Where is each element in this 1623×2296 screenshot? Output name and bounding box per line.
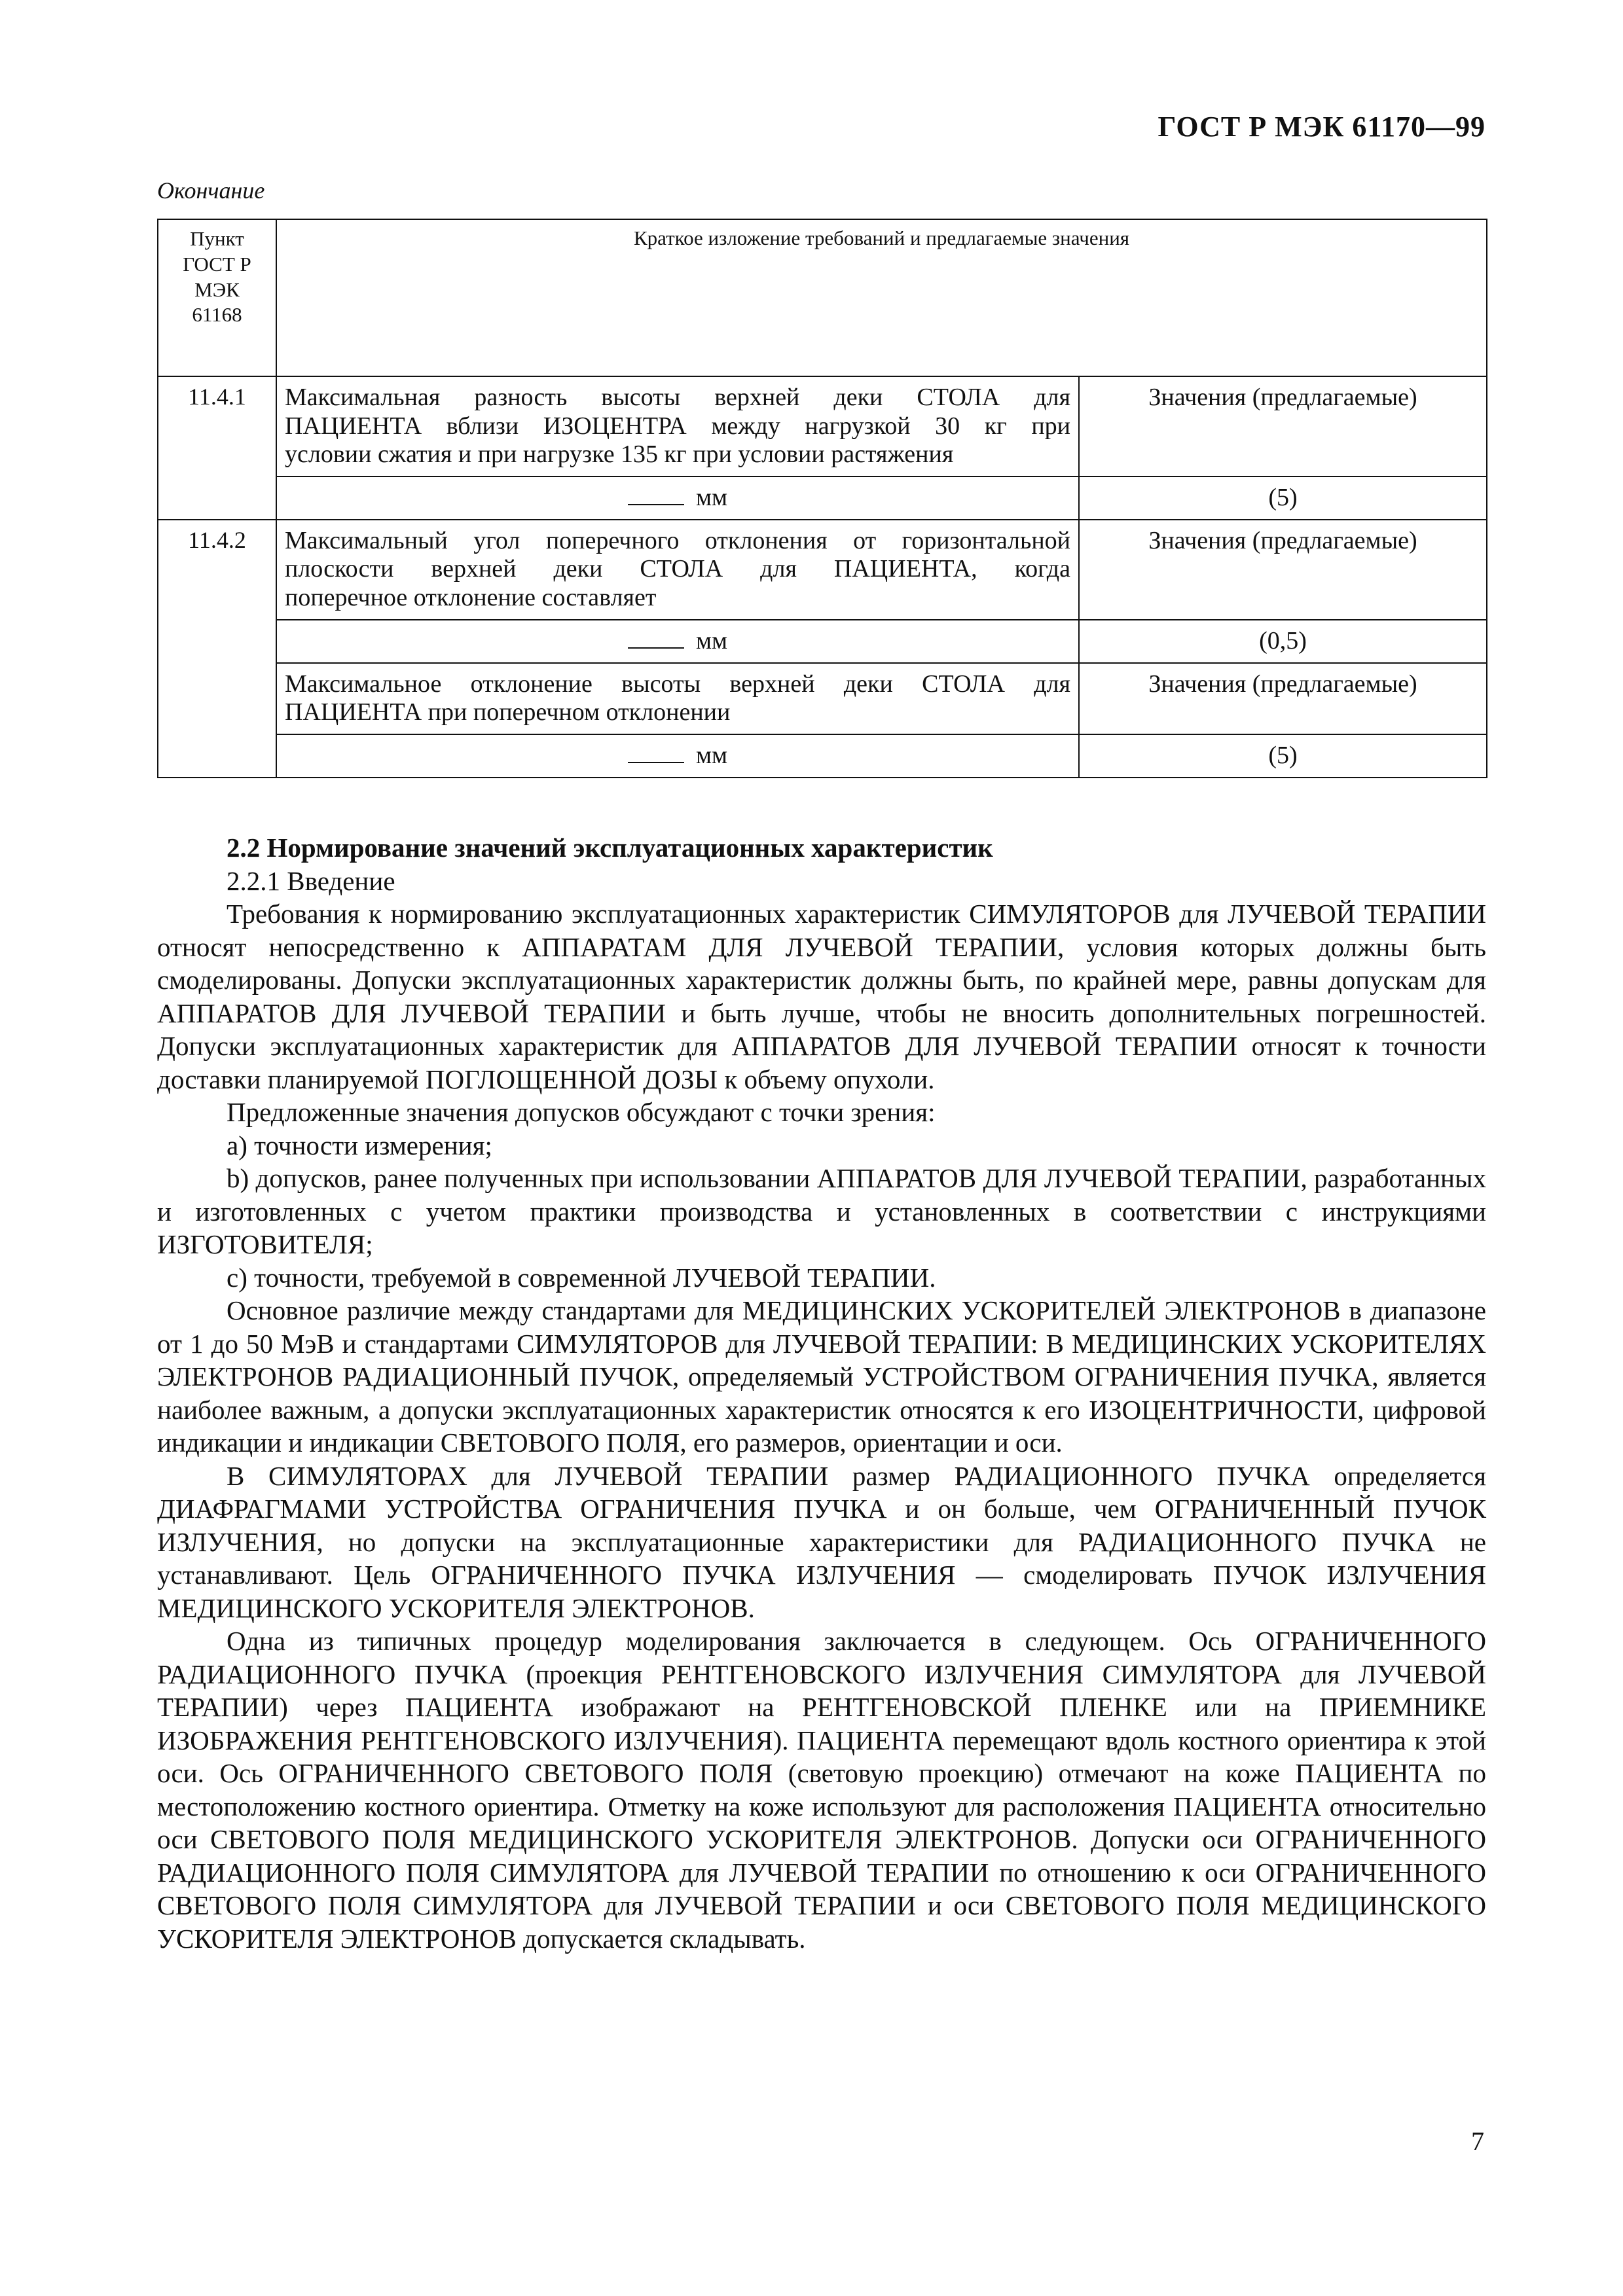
- table-row: [158, 476, 1487, 520]
- requirements-table: [157, 219, 1487, 778]
- row-point: 11.4.1: [158, 376, 276, 520]
- blank-field: [628, 628, 684, 649]
- row-unit: [276, 734, 1079, 778]
- row-unit: [276, 476, 1079, 520]
- description-line: условии сжатия и при нагрузке 135 кг при условии растяжения: [285, 440, 954, 469]
- description-line: ПАЦИЕНТА вблизи ИЗОЦЕНТРА между нагрузкой 30 кг при: [285, 412, 1070, 440]
- row-value-label: Значения (предлагаемые): [1079, 520, 1487, 620]
- page-number: 7: [1471, 2126, 1484, 2156]
- paragraph: Одна из типичных процедур моделирования заключается в следующем. Ось ОГРАНИЧЕННОГО РАДИАЦИОННОГО ПУЧКА (проекция РЕНТГЕНОВСКОГО ИЗЛУЧЕНИЯ СИМУЛЯТОРА для ЛУЧЕВОЙ ТЕРАПИИ) через ПАЦИЕНТА изображают на РЕНТГЕНОВСКОЙ ПЛЕНКЕ или на ПРИЕМНИКЕ ИЗОБРАЖЕНИЯ РЕНТГЕНОВСКОГО ИЗЛУЧЕНИЯ). ПАЦИЕНТА перемещают вдоль костного ориентира к этой оси. Ось ОГРАНИЧЕННОГО СВЕТОВОГО ПОЛЯ (световую проекцию) отмечают на коже ПАЦИЕНТА по местоположению костного ориентира. Отметку на коже используют для расположения ПАЦИЕНТА относительно оси СВЕТОВОГО ПОЛЯ МЕДИЦИНСКОГО УСКОРИТЕЛЯ ЭЛЕКТРОНОВ. Допуски оси ОГРАНИЧЕННОГО РАДИАЦИОННОГО ПОЛЯ СИМУЛЯТОРА для ЛУЧЕВОЙ ТЕРАПИИ по отношению к оси ОГРАНИЧЕННОГО СВЕТОВОГО ПОЛЯ СИМУЛЯТОРА для ЛУЧЕВОЙ ТЕРАПИИ и оси СВЕТОВОГО ПОЛЯ МЕДИЦИНСКОГО УСКОРИТЕЛЯ ЭЛЕКТРОНОВ допускается складывать.: [157, 1626, 1486, 1954]
- table-row: [158, 734, 1487, 778]
- table-row: [158, 663, 1487, 734]
- list-item: b) допусков, ранее полученных при использовании АППАРАТОВ ДЛЯ ЛУЧЕВОЙ ТЕРАПИИ, разработанных и изготовленных с учетом практики производства и установленных в соответствии с инструкциями ИЗГОТОВИТЕЛЯ;: [157, 1163, 1486, 1259]
- row-description: [276, 663, 1079, 734]
- document-code: ГОСТ Р МЭК 61170—99: [1158, 111, 1486, 143]
- description-line: Максимальная разность высоты верхней деки СТОЛА для: [285, 384, 1070, 411]
- section-body: [157, 831, 1486, 1955]
- table-row: [158, 520, 1487, 620]
- blank-field: [628, 742, 684, 763]
- paragraph: В СИМУЛЯТОРАХ для ЛУЧЕВОЙ ТЕРАПИИ размер РАДИАЦИОННОГО ПУЧКА определяется ДИАФРАГМАМИ УСТРОЙСТВА ОГРАНИЧЕНИЯ ПУЧКА и он больше, чем ОГРАНИЧЕННЫЙ ПУЧОК ИЗЛУЧЕНИЯ, но допуски на эксплуатационные характеристики для РАДИАЦИОННОГО ПУЧКА не устанавливают. Цель ОГРАНИЧЕННОГО ПУЧКА ИЗЛУЧЕНИЯ — смоделировать ПУЧОК ИЗЛУЧЕНИЯ МЕДИЦИНСКОГО УСКОРИТЕЛЯ ЭЛЕКТРОНОВ.: [157, 1460, 1486, 1623]
- list-item: c) точности, требуемой в современной ЛУЧЕВОЙ ТЕРАПИИ.: [227, 1262, 936, 1293]
- description-line: Максимальный угол поперечного отклонения от горизонтальной: [285, 526, 1070, 554]
- row-description: [276, 376, 1079, 476]
- table-row: [158, 376, 1487, 476]
- table-header-row: [158, 219, 1487, 376]
- unit-label: мм: [695, 626, 728, 655]
- blank-field: [628, 484, 684, 505]
- description-line: плоскости верхней деки СТОЛА для ПАЦИЕНТА, когда: [285, 555, 1070, 583]
- description-line: поперечное отклонение составляет: [285, 584, 657, 612]
- section-title: 2.2 Нормирование значений эксплуатационных характеристик: [227, 833, 993, 863]
- header-summary-column: Краткое изложение требований и предлагаемые значения: [276, 219, 1487, 376]
- row-point: 11.4.2: [158, 520, 276, 778]
- unit-label: мм: [695, 741, 728, 769]
- row-description: [276, 520, 1079, 620]
- paragraph: Предложенные значения допусков обсуждают с точки зрения:: [227, 1097, 936, 1127]
- header-point-line: МЭК: [194, 278, 240, 301]
- row-unit: [276, 620, 1079, 663]
- description-line: ПАЦИЕНТА при поперечном отклонении: [285, 698, 731, 726]
- header-point-line: ГОСТ Р: [183, 252, 251, 276]
- header-point-line: 61168: [192, 303, 242, 327]
- description-line: Максимальное отклонение высоты верхней деки СТОЛА для: [285, 670, 1070, 698]
- list-item: a) точности измерения;: [227, 1130, 492, 1160]
- paragraph: Основное различие между стандартами для МЕДИЦИНСКИХ УСКОРИТЕЛЕЙ ЭЛЕКТРОНОВ в диапазоне от 1 до 50 МэВ и стандартами СИМУЛЯТОРОВ для ЛУЧЕВОЙ ТЕРАПИИ: В МЕДИЦИНСКИХ УСКОРИТЕЛЯХ ЭЛЕКТРОНОВ РАДИАЦИОННЫЙ ПУЧОК, определяемый УСТРОЙСТВОМ ОГРАНИЧЕНИЯ ПУЧКА, является наиболее важным, а допуски эксплуатационных характеристик относятся к его ИЗОЦЕНТРИЧНОСТИ, цифровой индикации и индикации СВЕТОВОГО ПОЛЯ, его размеров, ориентации и оси.: [157, 1295, 1486, 1458]
- paragraph: Требования к нормированию эксплуатационных характеристик СИМУЛЯТОРОВ для ЛУЧЕВОЙ ТЕРАПИИ относят непосредственно к АППАРАТАМ ДЛЯ ЛУЧЕВОЙ ТЕРАПИИ, условия которых должны быть смоделированы. Допуски эксплуатационных характеристик должны быть, по крайней мере, равны допускам для АППАРАТОВ ДЛЯ ЛУЧЕВОЙ ТЕРАПИИ и быть лучше, чтобы не вносить дополнительных погрешностей. Допуски эксплуатационных характеристик для АППАРАТОВ ДЛЯ ЛУЧЕВОЙ ТЕРАПИИ относят к точности доставки планируемой ПОГЛОЩЕННОЙ ДОЗЫ к объему опухоли.: [157, 899, 1486, 1094]
- row-value-label: Значения (предлагаемые): [1079, 376, 1487, 476]
- header-point-line: Пункт: [190, 227, 244, 250]
- row-value: (0,5): [1079, 620, 1487, 663]
- row-value: (5): [1079, 476, 1487, 520]
- row-value: (5): [1079, 734, 1487, 778]
- section-subtitle: 2.2.1 Введение: [227, 865, 395, 896]
- unit-label: мм: [695, 484, 728, 512]
- table-row: [158, 620, 1487, 663]
- header-point-column: [158, 219, 276, 376]
- row-value-label: Значения (предлагаемые): [1079, 663, 1487, 734]
- table-caption: Окончание: [157, 177, 265, 204]
